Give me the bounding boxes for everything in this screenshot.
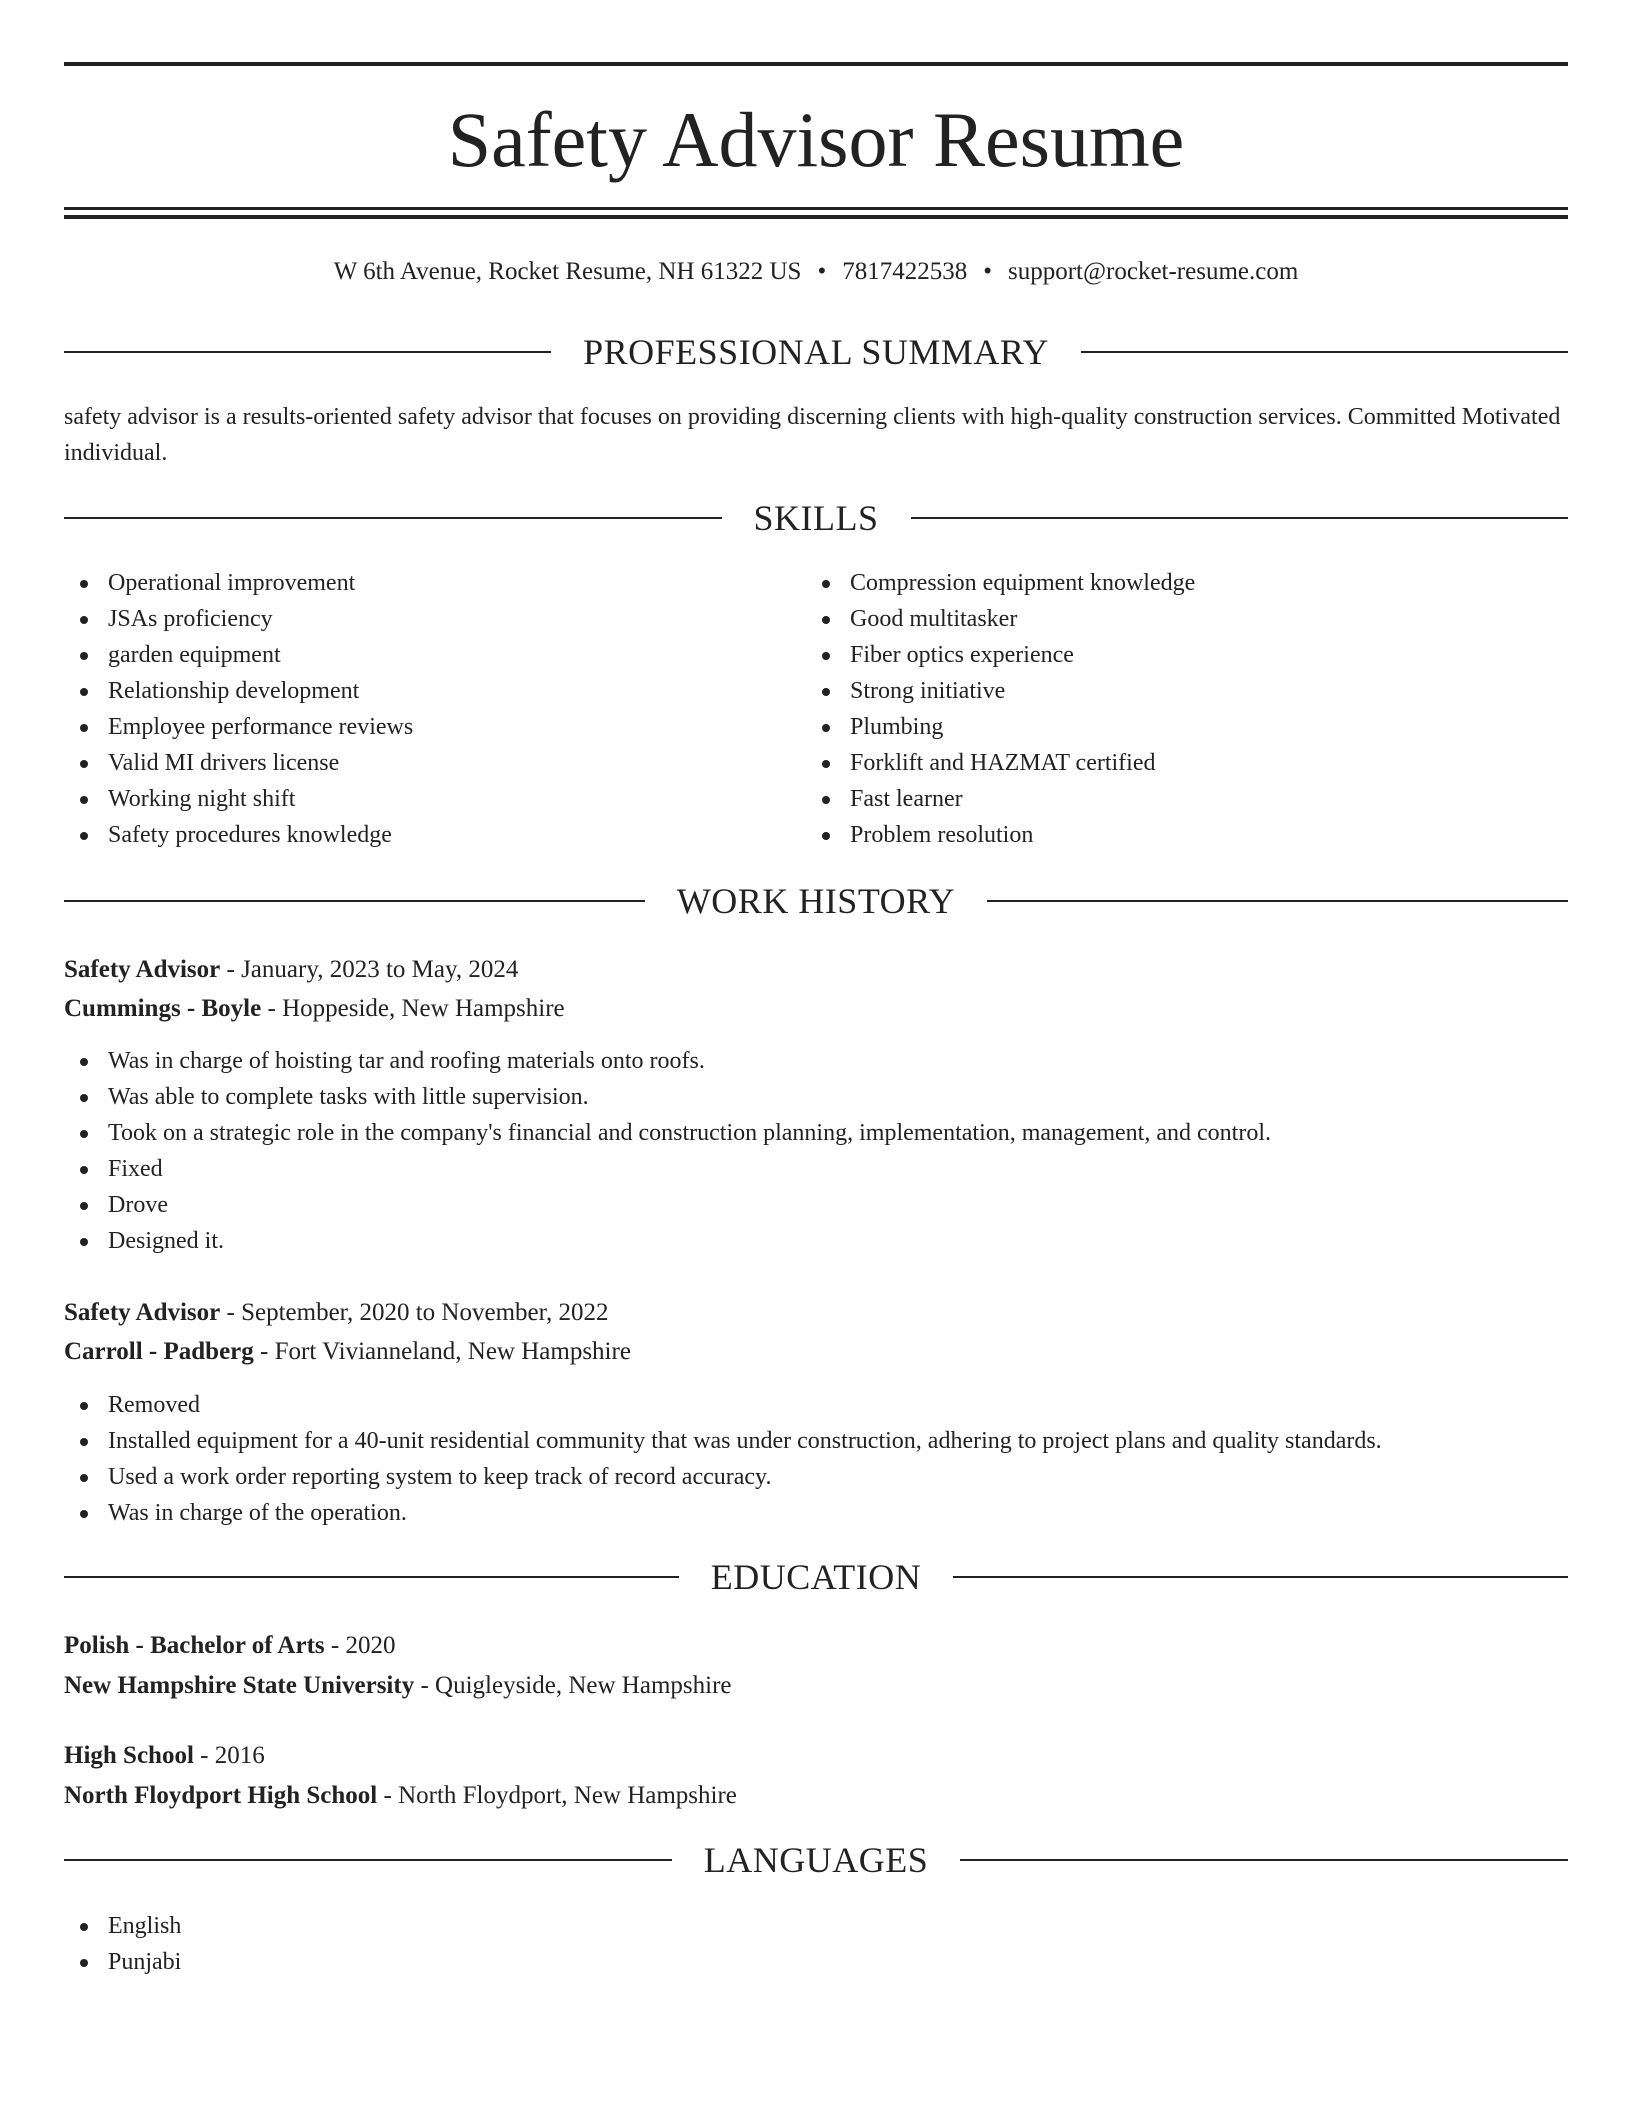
skill-item: Good multitasker bbox=[806, 601, 1546, 637]
job-title: Safety Advisor bbox=[64, 1299, 221, 1326]
education-school: New Hampshire State University bbox=[64, 1672, 415, 1699]
job-dates: September, 2020 to November, 2022 bbox=[241, 1299, 609, 1326]
job-title-line bbox=[64, 1293, 1568, 1333]
skill-item: Plumbing bbox=[806, 709, 1546, 745]
job-bullet: Used a work order reporting system to keep track of record accuracy. bbox=[64, 1459, 1568, 1495]
skill-item: Employee performance reviews bbox=[64, 709, 804, 745]
section-heading-work bbox=[64, 877, 1568, 925]
section-title: SKILLS bbox=[753, 498, 879, 538]
section-heading-summary bbox=[64, 328, 1568, 376]
dash: - bbox=[377, 1782, 399, 1809]
title-rule-lower bbox=[64, 215, 1568, 219]
dash: - bbox=[261, 995, 283, 1022]
section-heading-education bbox=[64, 1553, 1568, 1601]
contact-line bbox=[64, 254, 1568, 290]
languages-list bbox=[64, 1908, 1568, 1980]
heading-rule bbox=[64, 517, 722, 519]
skills-column-right bbox=[806, 565, 1546, 853]
job-location: Fort Vivianneland, New Hampshire bbox=[274, 1338, 631, 1365]
title-rule-upper bbox=[64, 207, 1568, 210]
skill-item: Relationship development bbox=[64, 673, 804, 709]
skill-item: Fiber optics experience bbox=[806, 637, 1546, 673]
section-heading-skills bbox=[64, 494, 1568, 542]
job-dates: January, 2023 to May, 2024 bbox=[241, 956, 519, 983]
education-school-line bbox=[64, 1776, 1568, 1816]
heading-rule bbox=[64, 1859, 672, 1861]
skill-item: Strong initiative bbox=[806, 673, 1546, 709]
education-degree: High School bbox=[64, 1742, 194, 1769]
education-year: 2020 bbox=[345, 1632, 396, 1659]
job-bullet: Removed bbox=[64, 1387, 1568, 1423]
job-company: Cummings - Boyle bbox=[64, 995, 262, 1022]
skill-item: Safety procedures knowledge bbox=[64, 817, 804, 853]
heading-rule bbox=[1081, 351, 1568, 353]
job-bullet: Was in charge of hoisting tar and roofing materials onto roofs. bbox=[64, 1043, 1568, 1079]
job-bullet: Drove bbox=[64, 1187, 1568, 1223]
section-title: PROFESSIONAL SUMMARY bbox=[583, 332, 1049, 372]
education-degree-line bbox=[64, 1736, 1568, 1776]
top-rule bbox=[64, 62, 1568, 66]
language-item: English bbox=[64, 1908, 1568, 1944]
job-title: Safety Advisor bbox=[64, 956, 221, 983]
job-bullets bbox=[64, 1387, 1568, 1531]
heading-rule bbox=[64, 900, 645, 902]
dash: - bbox=[414, 1672, 436, 1699]
education-degree-line bbox=[64, 1626, 1568, 1666]
job-company-line bbox=[64, 1332, 1568, 1372]
job-location: Hoppeside, New Hampshire bbox=[282, 995, 565, 1022]
heading-rule bbox=[64, 1576, 679, 1578]
skill-item: Forklift and HAZMAT certified bbox=[806, 745, 1546, 781]
section-title: EDUCATION bbox=[710, 1557, 922, 1597]
section-title: LANGUAGES bbox=[703, 1840, 929, 1880]
dash: - bbox=[324, 1632, 346, 1659]
education-location: Quigleyside, New Hampshire bbox=[435, 1672, 732, 1699]
job-company: Carroll - Padberg bbox=[64, 1338, 254, 1365]
section-heading-languages bbox=[64, 1836, 1568, 1884]
language-item: Punjabi bbox=[64, 1944, 1568, 1980]
contact-separator: • bbox=[983, 258, 992, 285]
dash: - bbox=[220, 956, 242, 983]
contact-phone: 7817422538 bbox=[842, 258, 968, 285]
job-bullet: Fixed bbox=[64, 1151, 1568, 1187]
skill-item: Problem resolution bbox=[806, 817, 1546, 853]
heading-rule bbox=[987, 900, 1568, 902]
contact-email: support@rocket-resume.com bbox=[1008, 258, 1299, 285]
job-bullet: Installed equipment for a 40-unit residential community that was under construction, adhering to project plans and quality standards. bbox=[64, 1423, 1568, 1459]
resume-title: Safety Advisor Resume bbox=[447, 96, 1185, 183]
job-company-line bbox=[64, 989, 1568, 1029]
summary-text: safety advisor is a results-oriented safety advisor that focuses on providing discerning clients with high-quality construction services. Committed Motivated individual. bbox=[64, 404, 1561, 466]
skill-item: Operational improvement bbox=[64, 565, 804, 601]
dash: - bbox=[253, 1338, 275, 1365]
skill-item: Compression equipment knowledge bbox=[806, 565, 1546, 601]
heading-rule bbox=[911, 517, 1569, 519]
job-bullet: Designed it. bbox=[64, 1223, 1568, 1259]
job-bullet: Was able to complete tasks with little supervision. bbox=[64, 1079, 1568, 1115]
job-bullet: Took on a strategic role in the company's financial and construction planning, implementation, management, and control. bbox=[64, 1115, 1568, 1151]
contact-address: W 6th Avenue, Rocket Resume, NH 61322 US bbox=[333, 258, 802, 285]
skill-item: Fast learner bbox=[806, 781, 1546, 817]
dash: - bbox=[193, 1742, 215, 1769]
education-degree: Polish - Bachelor of Arts bbox=[64, 1632, 325, 1659]
contact-separator: • bbox=[817, 258, 827, 285]
skill-item: Valid MI drivers license bbox=[64, 745, 804, 781]
education-year: 2016 bbox=[214, 1742, 265, 1769]
skill-item: JSAs proficiency bbox=[64, 601, 804, 637]
job-bullets bbox=[64, 1043, 1568, 1259]
heading-rule bbox=[64, 351, 551, 353]
education-school: North Floydport High School bbox=[64, 1782, 378, 1809]
education-school-line bbox=[64, 1666, 1568, 1706]
job-bullet: Was in charge of the operation. bbox=[64, 1495, 1568, 1531]
education-location: North Floydport, New Hampshire bbox=[398, 1782, 737, 1809]
skill-item: garden equipment bbox=[64, 637, 804, 673]
dash: - bbox=[220, 1299, 242, 1326]
heading-rule bbox=[953, 1576, 1568, 1578]
section-title: WORK HISTORY bbox=[676, 881, 956, 921]
skill-item: Working night shift bbox=[64, 781, 804, 817]
heading-rule bbox=[960, 1859, 1568, 1861]
skills-column-left bbox=[64, 565, 804, 853]
job-title-line bbox=[64, 950, 1568, 990]
